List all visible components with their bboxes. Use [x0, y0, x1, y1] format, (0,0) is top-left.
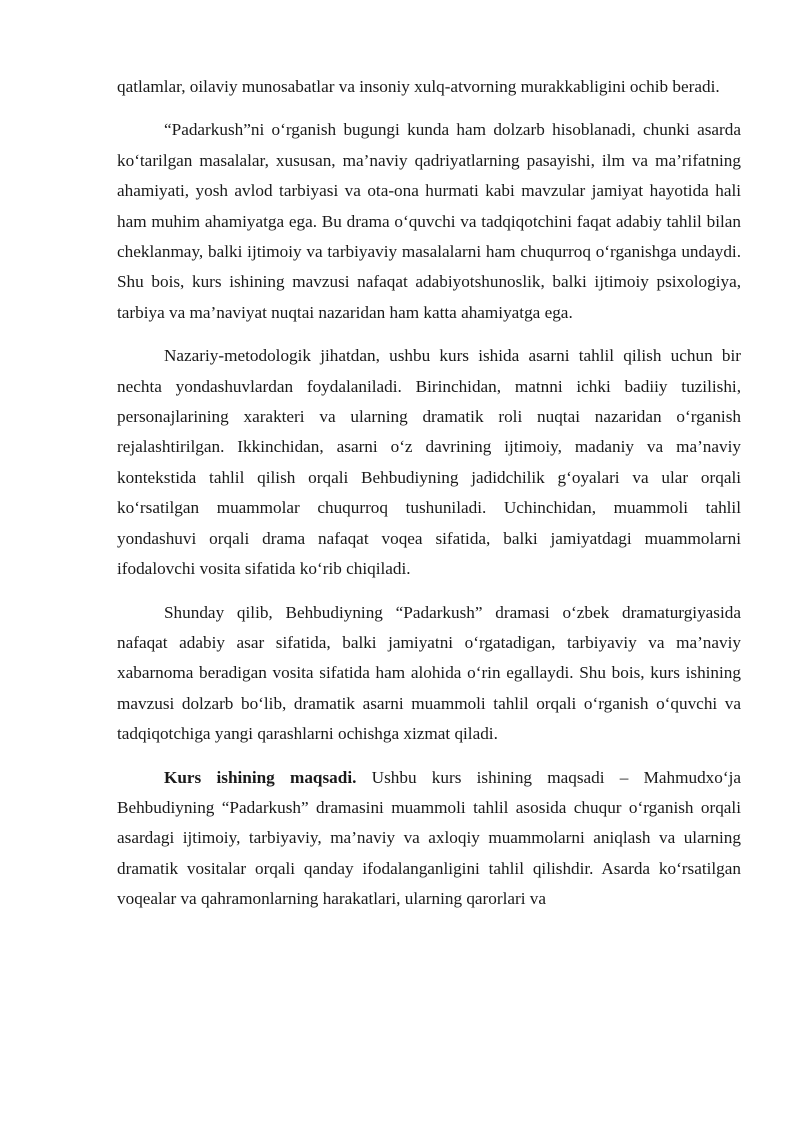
- document-body: [117, 72, 741, 928]
- paragraph-5: [117, 763, 741, 915]
- section-heading-inline: Kurs ishining maqsadi.: [164, 767, 357, 787]
- paragraph-2: “Padarkush”ni o‘rganish bugungi kunda ham dolzarb hisoblanadi, chunki asarda ko‘tarilgan masalalar, xususan, ma’naviy qadriyatlarning pasayishi, ilm va ma’rifatning ahamiyati, yosh avlod tarbiyasi va ota-ona hurmati kabi mavzular jamiyat hayotida hali ham muhim ahamiyatga ega. Bu drama o‘quvchi va tadqiqotchini faqat adabiy tahlil bilan cheklanmay, balki ijtimoiy va tarbiyaviy masalalarni ham chuqurroq o‘rganishga undaydi. Shu bois, kurs ishining mavzusi nafaqat adabiyotshunoslik, balki ijtimoiy psixologiya, tarbiya va ma’naviyat nuqtai nazaridan ham katta ahamiyatga ega.: [117, 120, 741, 322]
- paragraph-4: Shunday qilib, Behbudiyning “Padarkush” dramasi o‘zbek dramaturgiyasida nafaqat adabiy asar sifatida, balki jamiyatni o‘rgatadigan, tarbiyaviy va ma’naviy xabarnoma beradigan vosita sifatida ham alohida o‘rin egallaydi. Shu bois, kurs ishining mavzusi dolzarb bo‘lib, dramatik asarni muammoli tahlil orqali o‘rganish o‘quvchi va tadqiqotchiga yangi qarashlarni ochishga xizmat qiladi.: [117, 602, 741, 744]
- paragraph-3: Nazariy-metodologik jihatdan, ushbu kurs ishida asarni tahlil qilish uchun bir nechta yondashuvlardan foydalaniladi. Birinchidan, matnni ichki badiiy tuzilishi, personajlarining xarakteri va ularning dramatik roli nuqtai nazaridan o‘rganish rejalashtirilgan. Ikkinchidan, asarni o‘z davrining ijtimoiy, madaniy va ma’naviy kontekstida tahlil qilish orqali Behbudiyning jadidchilik g‘oyalari va ular orqali ko‘rsatilgan muammolar chuqurroq tushuniladi. Uchinchidan, muammoli tahlil yondashuvi orqali drama nafaqat voqea sifatida, balki jamiyatdagi muammolarni ifodalovchi vosita sifatida ko‘rib chiqiladi.: [117, 346, 741, 579]
- paragraph-1: qatlamlar, oilaviy munosabatlar va insoniy xulq-atvorning murakkabligini ochib beradi.: [117, 77, 720, 96]
- paragraph-5-text: Ushbu kurs ishining maqsadi – Mahmudxo‘ja Behbudiyning “Padarkush” dramasini muammoli tahlil asosida chuqur o‘rganish orqali asardagi ijtimoiy, tarbiyaviy, ma’naviy va axloqiy muammolarni aniqlash va ularning dramatik vositalar orqali qanday ifodalanganligini tahlil qilishdir. Asarda ko‘rsatilgan voqealar va qahramonlarning harakatlari, ularning qarorlari va: [117, 767, 741, 909]
